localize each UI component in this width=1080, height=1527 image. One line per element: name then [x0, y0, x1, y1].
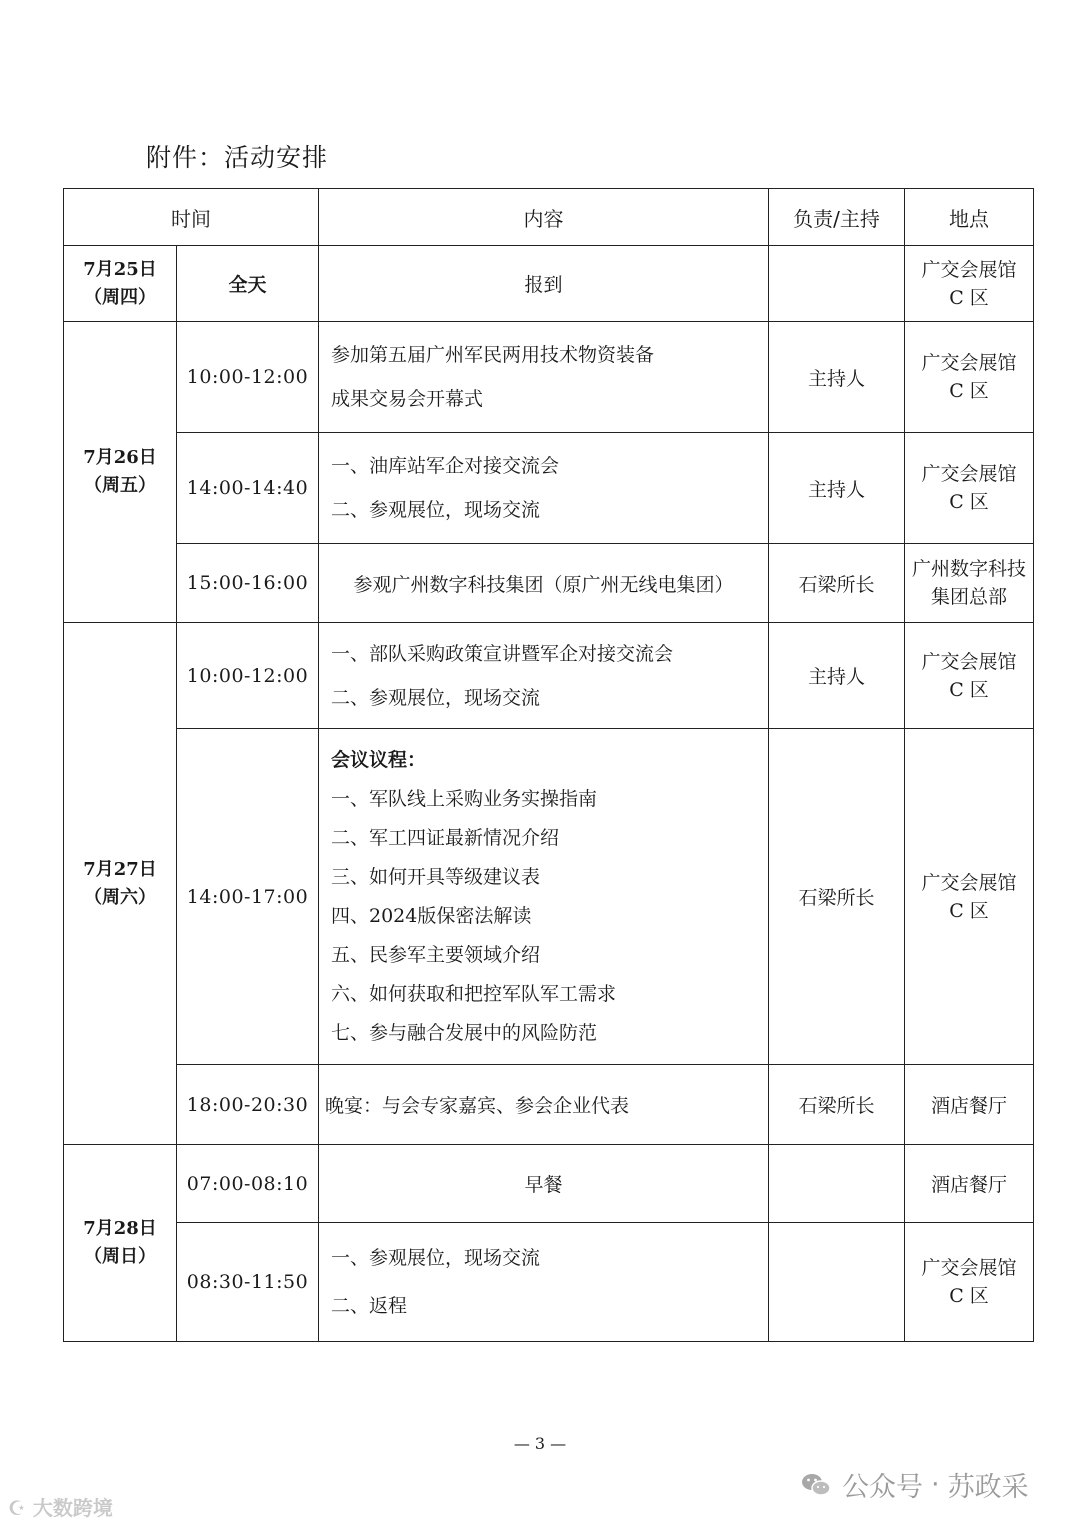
content-cell: 晚宴：与会专家嘉宾、参会企业代表 — [319, 1065, 769, 1145]
date-cell: 7月25日 （周四） — [64, 246, 177, 322]
watermark-logo-icon: ☪ — [8, 1496, 26, 1520]
agenda-item: 三、如何开具等级建议表 — [331, 865, 541, 888]
table-row — [64, 322, 1034, 433]
content-cell: 一、参观展位，现场交流 二、返程 — [319, 1223, 769, 1342]
time-cell: 07:00-08:10 — [177, 1145, 319, 1223]
host-cell: 石梁所长 — [769, 729, 905, 1065]
location-cell: 广交会展馆 C 区 — [905, 623, 1034, 729]
table-row — [64, 544, 1034, 623]
watermark-right — [800, 1465, 1029, 1504]
agenda-item: 四、2024版保密法解读 — [331, 904, 532, 927]
host-cell — [769, 246, 905, 322]
host-cell: 石梁所长 — [769, 544, 905, 623]
watermark-name: 苏政采 — [947, 1472, 1029, 1503]
host-cell: 主持人 — [769, 623, 905, 729]
content-cell: 早餐 — [319, 1145, 769, 1223]
time-cell: 14:00-14:40 — [177, 433, 319, 544]
wechat-icon — [800, 1469, 832, 1501]
table-row — [64, 246, 1034, 322]
location-cell: 广州数字科技 集团总部 — [905, 544, 1034, 623]
page-number: — 3 — — [513, 1434, 567, 1453]
content-cell: 参观广州数字科技集团（原广州无线电集团） — [319, 544, 769, 623]
agenda-item: 一、军队线上采购业务实操指南 — [331, 787, 598, 810]
document-heading: 附件：活动安排 — [146, 143, 329, 172]
date-cell: 7月28日 （周日） — [64, 1145, 177, 1342]
table-row — [64, 1065, 1034, 1145]
content-cell: 参加第五届广州军民两用技术物资装备 成果交易会开幕式 — [319, 322, 769, 433]
agenda-cell — [319, 729, 769, 1065]
watermark-separator: · — [931, 1469, 940, 1500]
header-time: 时间 — [64, 189, 319, 246]
location-cell: 广交会展馆 C 区 — [905, 433, 1034, 544]
header-host: 负责/主持 — [769, 189, 905, 246]
table-row — [64, 1223, 1034, 1342]
location-cell: 广交会展馆 C 区 — [905, 1223, 1034, 1342]
time-cell: 14:00-17:00 — [177, 729, 319, 1065]
location-cell: 广交会展馆 C 区 — [905, 729, 1034, 1065]
host-cell — [769, 1223, 905, 1342]
watermark-left: ☪ 大数跨境 — [8, 1496, 113, 1520]
watermark-label: 公众号 — [842, 1472, 923, 1503]
agenda-item: 六、如何获取和把控军队军工需求 — [331, 982, 617, 1005]
date-cell: 7月27日 （周六） — [64, 623, 177, 1145]
agenda-item: 二、军工四证最新情况介绍 — [331, 826, 560, 849]
time-cell: 10:00-12:00 — [177, 322, 319, 433]
location-cell: 酒店餐厅 — [905, 1145, 1034, 1223]
header-content: 内容 — [319, 189, 769, 246]
table-row — [64, 1145, 1034, 1223]
header-row — [64, 189, 1034, 246]
host-cell — [769, 1145, 905, 1223]
table-row — [64, 729, 1034, 1065]
time-cell: 08:30-11:50 — [177, 1223, 319, 1342]
time-cell: 10:00-12:00 — [177, 623, 319, 729]
agenda-item: 五、民参军主要领域介绍 — [331, 943, 541, 966]
header-location: 地点 — [905, 189, 1034, 246]
location-cell: 酒店餐厅 — [905, 1065, 1034, 1145]
host-cell: 主持人 — [769, 433, 905, 544]
content-cell: 一、部队采购政策宣讲暨军企对接交流会 二、参观展位，现场交流 — [319, 623, 769, 729]
table-row — [64, 623, 1034, 729]
date-cell: 7月26日 （周五） — [64, 322, 177, 623]
location-cell: 广交会展馆 C 区 — [905, 246, 1034, 322]
schedule-table — [63, 188, 1034, 1342]
agenda-item: 七、参与融合发展中的风险防范 — [331, 1021, 598, 1044]
location-cell: 广交会展馆 C 区 — [905, 322, 1034, 433]
time-cell: 全天 — [177, 246, 319, 322]
time-cell: 15:00-16:00 — [177, 544, 319, 623]
table-row — [64, 433, 1034, 544]
content-cell: 报到 — [319, 246, 769, 322]
host-cell: 石梁所长 — [769, 1065, 905, 1145]
agenda-title: 会议议程： — [331, 748, 427, 771]
content-cell: 一、油库站军企对接交流会 二、参观展位，现场交流 — [319, 433, 769, 544]
time-cell: 18:00-20:30 — [177, 1065, 319, 1145]
host-cell: 主持人 — [769, 322, 905, 433]
